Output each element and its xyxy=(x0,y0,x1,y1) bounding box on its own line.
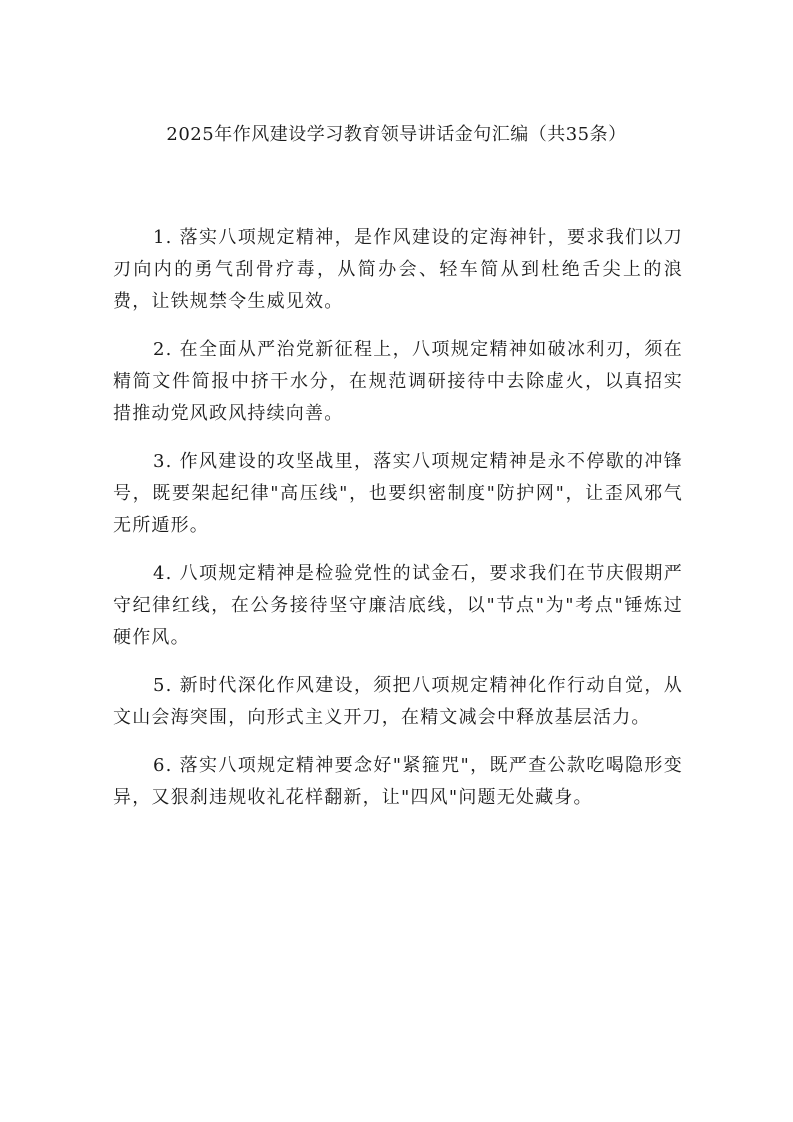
quote-item-2: 2. 在全面从严治党新征程上，八项规定精神如破冰利刃，须在精简文件简报中挤干水分，在规范调研接待中去除虚火，以真招实措推动党风政风持续向善。 xyxy=(113,339,683,424)
quote-item-3: 3. 作风建设的攻坚战里，落实八项规定精神是永不停歇的冲锋号，既要架起纪律"高压线"，也要织密制度"防护网"，让歪风邪气无所遁形。 xyxy=(113,451,683,536)
quote-item-6: 6. 落实八项规定精神要念好"紧箍咒"，既严查公款吃喝隐形变异，又狠刹违规收礼花样翻新，让"四风"问题无处藏身。 xyxy=(113,755,683,808)
document-title: 2025年作风建设学习教育领导讲话金句汇编（共35条） xyxy=(166,124,627,145)
quote-item-5: 5. 新时代深化作风建设，须把八项规定精神化作行动自觉，从文山会海突围，向形式主义开刀，在精文减会中释放基层活力。 xyxy=(113,675,683,728)
document-body xyxy=(113,222,683,830)
quote-item-4: 4. 八项规定精神是检验党性的试金石，要求我们在节庆假期严守纪律红线，在公务接待坚守廉洁底线，以"节点"为"考点"锤炼过硬作风。 xyxy=(113,563,683,648)
quote-item-1: 1. 落实八项规定精神，是作风建设的定海神针，要求我们以刀刃向内的勇气刮骨疗毒，从简办会、轻车简从到杜绝舌尖上的浪费，让铁规禁令生威见效。 xyxy=(113,227,683,312)
